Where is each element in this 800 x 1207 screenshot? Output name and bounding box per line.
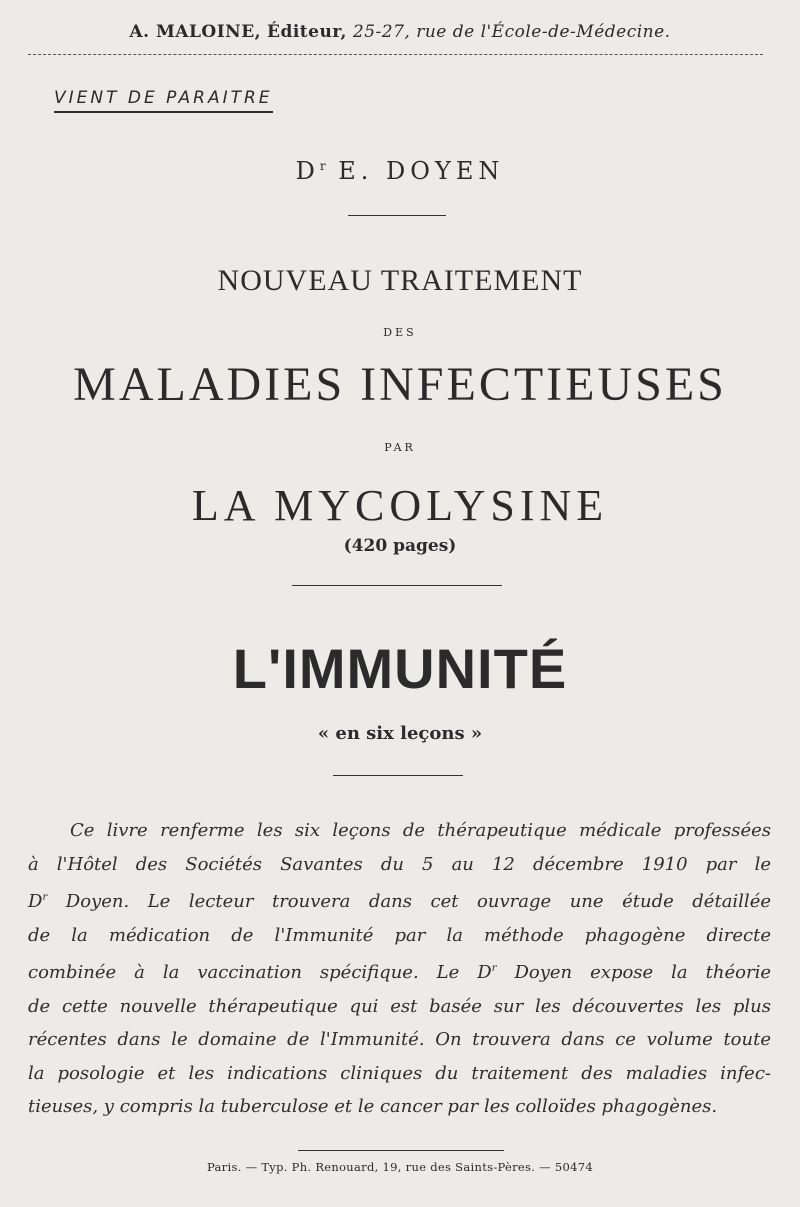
description-line-end: Doyen expose la théorie	[496, 962, 771, 983]
subtitle-divider	[333, 775, 463, 776]
second-title: L'IMMUNITÉ	[232, 637, 568, 700]
description-line	[28, 881, 771, 919]
description-line-rest: Doyen. Le lecteur trouvera dans cet ouvrage une étude détaillée	[47, 891, 771, 912]
title-connector-par: PAR	[384, 441, 416, 454]
author-name	[0, 157, 800, 185]
description-line: de cette nouvelle thérapeutique qui est basée sur les découvertes les plus	[28, 995, 771, 1017]
description-line: à l'Hôtel des Sociétés Savantes du 5 au 12 décembre 1910 par le	[28, 853, 771, 875]
publisher-line	[0, 22, 800, 42]
second-subtitle: « en six leçons »	[317, 723, 483, 744]
publisher-address: 25-27, rue de l'École-de-Médecine.	[352, 22, 671, 42]
description-line: récentes dans le domaine de l'Immunité. On trouvera dans ce volume toute	[28, 1029, 771, 1050]
footer-divider	[298, 1150, 504, 1151]
description-line	[28, 952, 771, 990]
page-count: (420 pages)	[343, 536, 457, 556]
title-connector-des: DES	[383, 326, 417, 339]
title-line-1: NOUVEAU TRAITEMENT	[217, 264, 583, 297]
doctor-prefix: D	[28, 891, 43, 912]
description-line: la posologie et les indications cliniques du traitement des maladies infec-	[28, 1062, 771, 1084]
publisher-name: A. MALOINE,	[129, 22, 262, 42]
header-divider	[28, 54, 763, 55]
author-prefix-sup: r	[319, 159, 326, 173]
banner-label: VIENT DE PARAITRE	[54, 88, 273, 113]
title-line-3: LA MYCOLYSINE	[191, 481, 609, 530]
author-prefix: D	[295, 157, 320, 185]
publisher-role: Éditeur,	[267, 22, 347, 42]
doctor-prefix-sup: r	[42, 892, 48, 903]
doctor-prefix-sup: r	[491, 963, 497, 974]
author-divider	[348, 215, 446, 216]
description-line: Ce livre renferme les six leçons de thérapeutique médicale professées	[70, 820, 771, 841]
description-paragraph	[28, 814, 771, 1124]
author-name-text: E. DOYEN	[338, 157, 505, 185]
title-divider	[292, 585, 502, 586]
description-line-start: combinée à la vaccination spécifique. Le D	[28, 962, 492, 983]
description-line: tieuses, y compris la tuberculose et le cancer par les colloïdes phagogènes.	[28, 1096, 718, 1117]
title-line-2: MALADIES INFECTIEUSES	[73, 358, 727, 411]
description-line: de la médication de l'Immunité par la méthode phagogène directe	[28, 924, 771, 946]
printer-imprint: Paris. — Typ. Ph. Renouard, 19, rue des Saints-Pères. — 50474	[207, 1160, 593, 1174]
